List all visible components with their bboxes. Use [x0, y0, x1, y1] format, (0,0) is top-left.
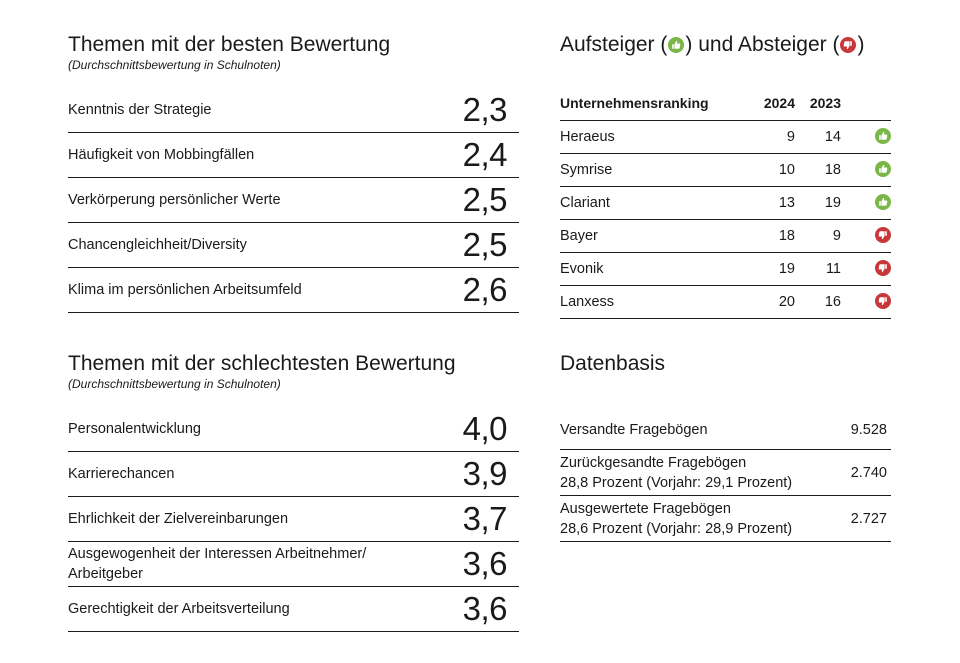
topic-label: Chancengleichheit/Diversity: [68, 237, 247, 253]
topic-score: 3,6: [462, 545, 507, 582]
list-item: [68, 452, 519, 497]
table-row: [560, 121, 891, 154]
thumbs-up-icon: [875, 194, 891, 210]
topic-label: Personalentwicklung: [68, 421, 201, 437]
thumbs-up-icon: [875, 128, 891, 144]
thumbs-down-icon: [875, 260, 891, 276]
topic-label: Kenntnis der Strategie: [68, 102, 212, 118]
topic-score: 3,6: [462, 590, 507, 627]
column-header-trend: [841, 86, 891, 121]
topic-score: 2,5: [462, 181, 507, 218]
worst-ratings-title: Themen mit der schlechtesten Bewertung: [68, 352, 456, 375]
datenbasis-panel: [560, 351, 891, 542]
best-ratings-title: Themen mit der besten Bewertung: [68, 33, 391, 56]
list-item: [68, 587, 519, 632]
topic-score: 4,0: [462, 410, 507, 447]
rank-2023: 18: [795, 154, 841, 187]
list-item: [68, 497, 519, 542]
list-item: [68, 88, 519, 133]
company-name: Lanxess: [560, 286, 755, 319]
datenbasis-list: [560, 410, 891, 542]
best-ratings-subtitle: (Durchschnittsbewertung in Schulnoten): [68, 58, 281, 72]
topic-score: 2,5: [462, 226, 507, 263]
table-header-row: [560, 86, 891, 121]
thumbs-down-icon: [875, 227, 891, 243]
datenbasis-sublabel: 28,8 Prozent (Vorjahr: 29,1 Prozent): [560, 474, 793, 491]
thumbs-down-icon: [875, 293, 891, 309]
ranking-table: [560, 86, 891, 319]
datenbasis-label: Ausgewertete Fragebögen: [560, 500, 731, 517]
rank-2024: 19: [755, 253, 795, 286]
list-item: [68, 268, 519, 313]
datenbasis-label: Zurückgesandte Fragebögen: [560, 454, 747, 471]
datenbasis-sublabel: 28,6 Prozent (Vorjahr: 28,9 Prozent): [560, 520, 793, 537]
list-item: [560, 450, 891, 496]
rank-2024: 9: [755, 121, 795, 154]
rank-2023: 19: [795, 187, 841, 220]
list-item: [560, 496, 891, 542]
best-ratings-list: [68, 88, 519, 313]
column-header-2023: 2023: [795, 86, 841, 121]
list-item: [68, 223, 519, 268]
table-row: [560, 154, 891, 187]
worst-ratings-list: [68, 407, 519, 632]
column-header-2024: 2024: [755, 86, 795, 121]
topic-score: 2,3: [462, 91, 507, 128]
rank-2024: 20: [755, 286, 795, 319]
datenbasis-title: Datenbasis: [560, 352, 666, 375]
datenbasis-label: Versandte Fragebögen: [560, 421, 708, 438]
company-name: Bayer: [560, 220, 755, 253]
ranking-title-part2: ) und Absteiger (: [685, 33, 840, 56]
rank-2024: 18: [755, 220, 795, 253]
company-name: Heraeus: [560, 121, 755, 154]
table-row: [560, 253, 891, 286]
worst-ratings-subtitle: (Durchschnittsbewertung in Schulnoten): [68, 377, 281, 391]
list-item: [68, 178, 519, 223]
rank-2024: 13: [755, 187, 795, 220]
topic-score: 3,7: [462, 500, 507, 537]
topic-label: Karrierechancen: [68, 466, 175, 482]
ranking-title-part3: ): [857, 33, 865, 56]
best-ratings-panel: [68, 32, 519, 313]
ranking-title-part1: Aufsteiger (: [560, 33, 668, 56]
topic-score: 2,6: [462, 271, 507, 308]
company-name: Evonik: [560, 253, 755, 286]
rank-2023: 11: [795, 253, 841, 286]
thumbs-up-icon: [875, 161, 891, 177]
ranking-panel: [560, 32, 891, 319]
datenbasis-value: 2.740: [850, 464, 887, 481]
ranking-title: [560, 32, 891, 58]
table-row: [560, 220, 891, 253]
topic-label: Ausgewogenheit der Interessen Arbeitnehmer/ Arbeitgeber: [68, 546, 367, 582]
topic-score: 3,9: [462, 455, 507, 492]
topic-label: Verkörperung persönlicher Werte: [68, 192, 281, 208]
list-item: [68, 407, 519, 452]
rank-2023: 14: [795, 121, 841, 154]
topic-score: 2,4: [462, 136, 507, 173]
topic-label: Ehrlichkeit der Zielvereinbarungen: [68, 511, 289, 527]
list-item: [560, 410, 891, 450]
topic-label: Gerechtigkeit der Arbeitsverteilung: [68, 601, 290, 617]
thumbs-up-icon: [668, 37, 684, 53]
worst-ratings-panel: [68, 351, 519, 632]
topic-label: Häufigkeit von Mobbingfällen: [68, 147, 255, 163]
list-item: [68, 133, 519, 178]
rank-2023: 16: [795, 286, 841, 319]
list-item: [68, 542, 519, 587]
company-name: Symrise: [560, 154, 755, 187]
datenbasis-value: 9.528: [850, 421, 887, 438]
table-row: [560, 286, 891, 319]
rank-2023: 9: [795, 220, 841, 253]
table-row: [560, 187, 891, 220]
datenbasis-value: 2.727: [850, 510, 887, 527]
rank-2024: 10: [755, 154, 795, 187]
company-name: Clariant: [560, 187, 755, 220]
topic-label: Klima im persönlichen Arbeitsumfeld: [68, 282, 302, 298]
thumbs-down-icon: [840, 37, 856, 53]
column-header-company: Unternehmensranking: [560, 86, 755, 121]
